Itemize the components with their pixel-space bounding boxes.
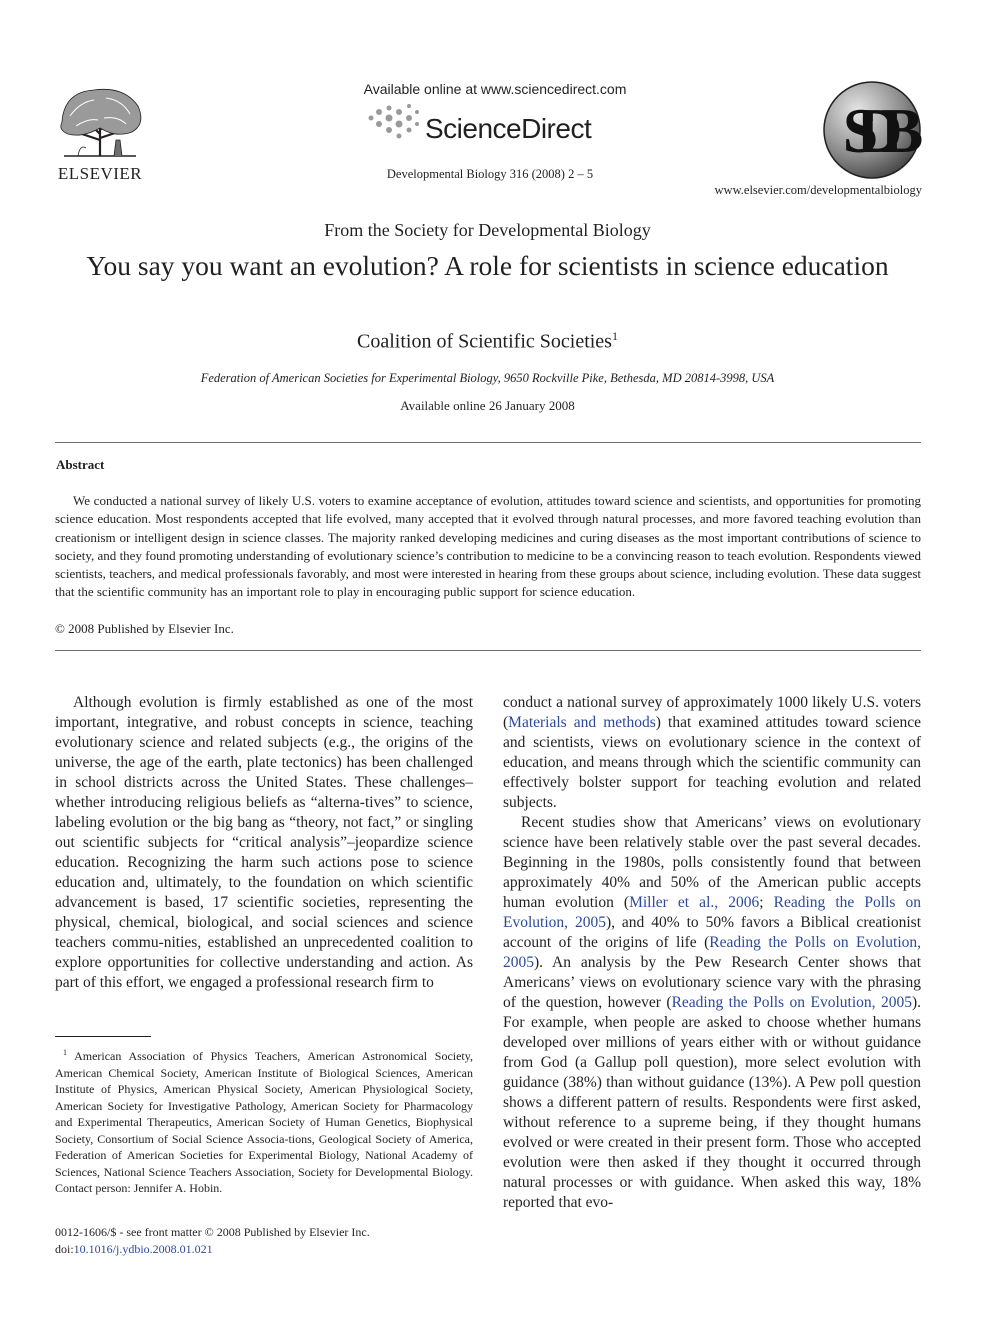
body-paragraph-intro: Although evolution is firmly established as one of the most important, integrative, and robust concepts in science, teaching evolutionary science and related subjects (e.g., the origins of the universe, the age of the earth, plate tectonics) has been challenged in school districts across the United States. These challenges–whether introducing religious beliefs as “alterna-tives” to science, labeling evolution or the big bang as “theory, not fact,” or singling out scientific subjects for “critical analysis”–jeopardize science education. Recognizing the harm such actions pose to science education and, ultimately, to the foundation on which scientific advancement is based, 17 scientific societies, representing the physical, chemical, biological, and social sciences and science teachers commu-nities, established an unprecedented coalition to explore opportunities for collective understanding and action. As part of this effort, we engaged a professional research firm to [55,694,473,991]
elsevier-wordmark: ELSEVIER [57,164,143,183]
abstract-heading: Abstract [56,457,105,472]
body-left-column [55,693,473,993]
citation-reading-polls-3[interactable]: Reading the Polls on Evolution, 2005 [671,994,912,1011]
journal-reference: Developmental Biology 316 (2008) 2 – 5 [386,167,594,181]
sdb-society-logo [820,80,924,180]
body-paragraph-recent-studies [503,813,921,1213]
text-span: ). An analysis by the Pew Research Center shows that Americans’ views on evolutionary science vary with the phrasing of the question, however ( [503,954,921,1011]
abstract-top-rule [55,442,921,443]
footnote-text: American Association of Physics Teachers, American Astronomical Society, American Chemical Society, American Institute of Biological Sciences, American Institute of Physics, American Physical Society, American Physiological Society, American Society for Investigative Pathology, American Society for Pharmacology and Experimental Therapeutics, American Society of Human Genetics, Biophysical Society, Consortium of Social Science Associa-tions, Geological Society of America, Federation of American Societies for Experimental Biology, National Academy of Sciences, National Science Teachers Association, Society for Developmental Biology. Contact person: Jennifer A. Hobin. [55,1049,473,1195]
doi-prefix: doi: [55,1242,74,1256]
citation-miller-2006[interactable]: Miller et al., 2006 [629,894,760,911]
citation-reading-polls-1[interactable]: Reading the Polls on Evolution, 2005 [503,894,921,931]
doi-line [55,1241,370,1258]
issn-line: 0012-1606/$ - see front matter © 2008 Published by Elsevier Inc. [55,1225,370,1239]
abstract-copyright: © 2008 Published by Elsevier Inc. [55,621,234,636]
abstract-body: We conducted a national survey of likely U.S. voters to examine acceptance of evolution, attitudes toward science and scientists, and opportunities for promoting science education. Most respondents accepted that life evolved, many accepted that it evolved through natural processes, and more favored teaching evolution than creationism or intelligent design in science classes. The majority ranked developing medicines and curing diseases as the most important contributions of science to society, and they found promoting understanding of evolutionary science’s contribution to medicine to be a convincing reason to teach evolution. Respondents viewed scientists, teachers, and medical professionals favorably, and most were interested in hearing from these groups about science, including evolution. These data suggest that the scientific community has an important role to play in encouraging public support for science education. [55,493,921,600]
available-online-date: Available online 26 January 2008 [400,398,575,413]
footnote-rule [55,1036,151,1037]
author-name: Coalition of Scientific Societies [357,330,612,353]
footnote [55,1045,473,1197]
text-span: Recent studies show that Americans’ views on evolutionary science have been relatively stable over the past several decades. Beginning in the 1980s, polls consistently found that between approximately 40% and 50% of the American public accepts human evolution ( [503,814,921,911]
journal-url[interactable]: www.elsevier.com/developmentalbiology [714,183,922,197]
citation-reading-polls-2[interactable]: Reading the Polls on Evolution, 2005 [503,934,922,971]
link-materials-and-methods[interactable]: Materials and methods [508,714,656,731]
sciencedirect-wordmark: ScienceDirect [425,113,592,144]
section-label: From the Society for Developmental Biology [324,220,651,240]
sciencedirect-logo [365,100,605,144]
text-span: conduct a national survey of approximately 1000 likely U.S. voters ( [503,694,921,731]
front-matter [55,1224,370,1258]
body-right-column [503,693,921,1213]
text-span: ; [759,894,774,911]
article-title: You say you want an evolution? A role for scientists in science education [86,250,889,281]
sdb-logo-letters: SDB [842,95,902,166]
footnote-mark: 1 [63,1048,67,1057]
author-affiliation: Federation of American Societies for Experimental Biology, 9650 Rockville Pike, Bethesda, MD 20814-3998, USA [200,371,775,385]
available-online-notice: Available online at www.sciencedirect.com [363,81,627,97]
doi-link[interactable]: 10.1016/j.ydbio.2008.01.021 [73,1242,213,1256]
abstract-bottom-rule [55,650,921,651]
text-span: ), and 40% to 50% favors a Biblical creationist account of the origins of life ( [503,914,921,951]
author-footnote-mark[interactable]: 1 [611,329,618,343]
text-span: ) that examined attitudes toward science and scientists, views on evolutionary science in the context of education, and means through which the scientific community can effectively bolster support for teaching evolution and related subjects. [503,714,921,811]
text-span: ). For example, when people are asked to choose whether humans developed over millions of years either with or without guidance from God (a Gallup poll question), more select evolution with guidance (38%) than without guidance (13%). A Pew poll question shows a different pattern of results. Respondents were first asked, without reference to a supreme being, if they thought humans evolved or were created in their present form. Those who accepted evolution were then asked if they thought it occurred through natural processes or with guidance. When asked this way, 18% reported that evo- [503,994,921,1211]
author-line [0,329,975,354]
body-paragraph-survey [503,693,921,813]
